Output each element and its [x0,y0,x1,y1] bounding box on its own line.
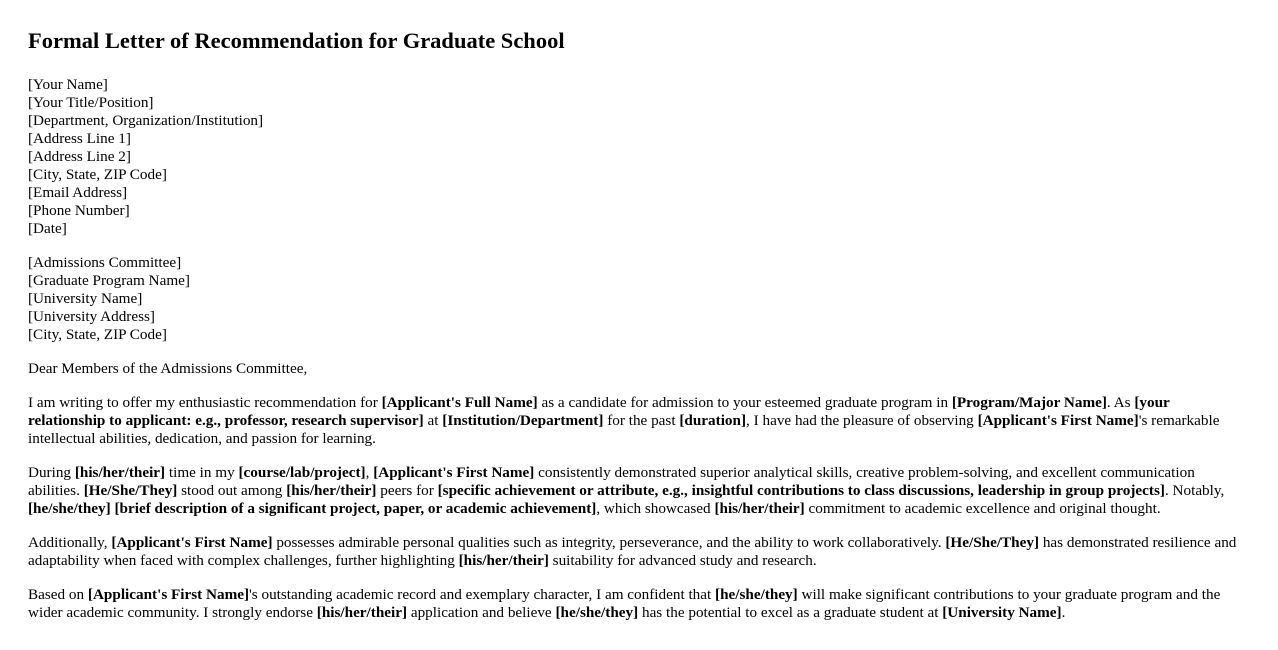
body-paragraph-4: Based on [Applicant's First Name]'s outstanding academic record and exemplary character, I am confident that [he/she/they] will make significant contributions to your graduate program and the wider academic community. I strongly endorse [his/her/their] application and believe [he/she/they] has the potential to excel as a graduate student at [University Name]. [28,586,1221,621]
page-title: Formal Letter of Recommendation for Graduate School [28,28,565,53]
placeholder-field: [Institution/Department] [442,412,604,429]
placeholder-field: [his/her/their] [714,500,805,517]
placeholder-field: [Applicant's First Name] [977,412,1139,429]
sender-address-line-2: [Address Line 2] [28,148,131,165]
placeholder-field: [Applicant's Full Name] [381,394,538,411]
placeholder-field: [your relationship to applicant: e.g., professor, research supervisor] [28,394,1170,429]
recipient-program: [Graduate Program Name] [28,272,190,289]
placeholder-field: [Applicant's First Name] [373,464,535,481]
recipient-university: [University Name] [28,290,143,307]
placeholder-field: [brief description of a significant project, paper, or academic achievement] [114,500,597,517]
sender-city-state-zip: [City, State, ZIP Code] [28,166,167,183]
placeholder-field: [He/She/They] [945,534,1040,551]
placeholder-field: [Program/Major Name] [951,394,1107,411]
sender-title: [Your Title/Position] [28,94,154,111]
letter-date: [Date] [28,220,67,237]
body-paragraph-3: Additionally, [Applicant's First Name] possesses admirable personal qualities such as integrity, perseverance, and the ability to work collaboratively. [He/She/They] has demonstrated resilience and adaptability when faced with complex challenges, further highlighting [his/her/their] suitability for advanced study and research. [28,534,1237,569]
placeholder-field: [specific achievement or attribute, e.g., insightful contributions to class discussions, leadership in group projects] [437,482,1165,499]
placeholder-field: [he/she/they] [715,586,798,603]
placeholder-field: [Applicant's First Name] [111,534,273,551]
sender-phone: [Phone Number] [28,202,130,219]
body-paragraph-2: During [his/her/their] time in my [course/lab/project], [Applicant's First Name] consistently demonstrated superior analytical skills, creative problem-solving, and excellent communication abilities. [He/She/They] stood out among [his/her/their] peers for [specific achievement or attribute, e.g., insightful contributions to class discussions, leadership in group projects]. Notably, [he/she/they] [brief description of a significant project, paper, or academic achievement], which showcased [his/her/their] commitment to academic excellence and original thought. [28,464,1225,517]
placeholder-field: [He/She/They] [83,482,178,499]
placeholder-field: [duration] [679,412,747,429]
recipient-city-state-zip: [City, State, ZIP Code] [28,326,167,343]
placeholder-field: [University Name] [942,604,1062,621]
sender-address-block [28,76,1242,238]
placeholder-field: [his/her/their] [74,464,166,481]
sender-email: [Email Address] [28,184,128,201]
recipient-address: [University Address] [28,308,155,325]
placeholder-field: [he/she/they] [28,500,111,517]
placeholder-field: [his/her/their] [286,482,377,499]
placeholder-field: [course/lab/project] [238,464,366,481]
recipient-address-block [28,254,1242,344]
placeholder-field: [Applicant's First Name] [87,586,250,603]
placeholder-field: [his/her/their] [458,552,549,569]
sender-department: [Department, Organization/Institution] [28,112,264,129]
placeholder-field: [his/her/their] [316,604,408,621]
sender-address-line-1: [Address Line 1] [28,130,131,147]
recipient-committee: [Admissions Committee] [28,254,182,271]
salutation: Dear Members of the Admissions Committee, [28,360,308,377]
body-paragraph-1: I am writing to offer my enthusiastic recommendation for [Applicant's Full Name] as a candidate for admission to your esteemed graduate program in [Program/Major Name]. As [your relationship to applicant: e.g., professor, research supervisor] at [Institution/Department] for the past [duration], I have had the pleasure of observing [Applicant's First Name]'s remarkable intellectual abilities, dedication, and passion for learning. [28,394,1220,447]
placeholder-field: [he/she/they] [555,604,639,621]
sender-name: [Your Name] [28,76,108,93]
